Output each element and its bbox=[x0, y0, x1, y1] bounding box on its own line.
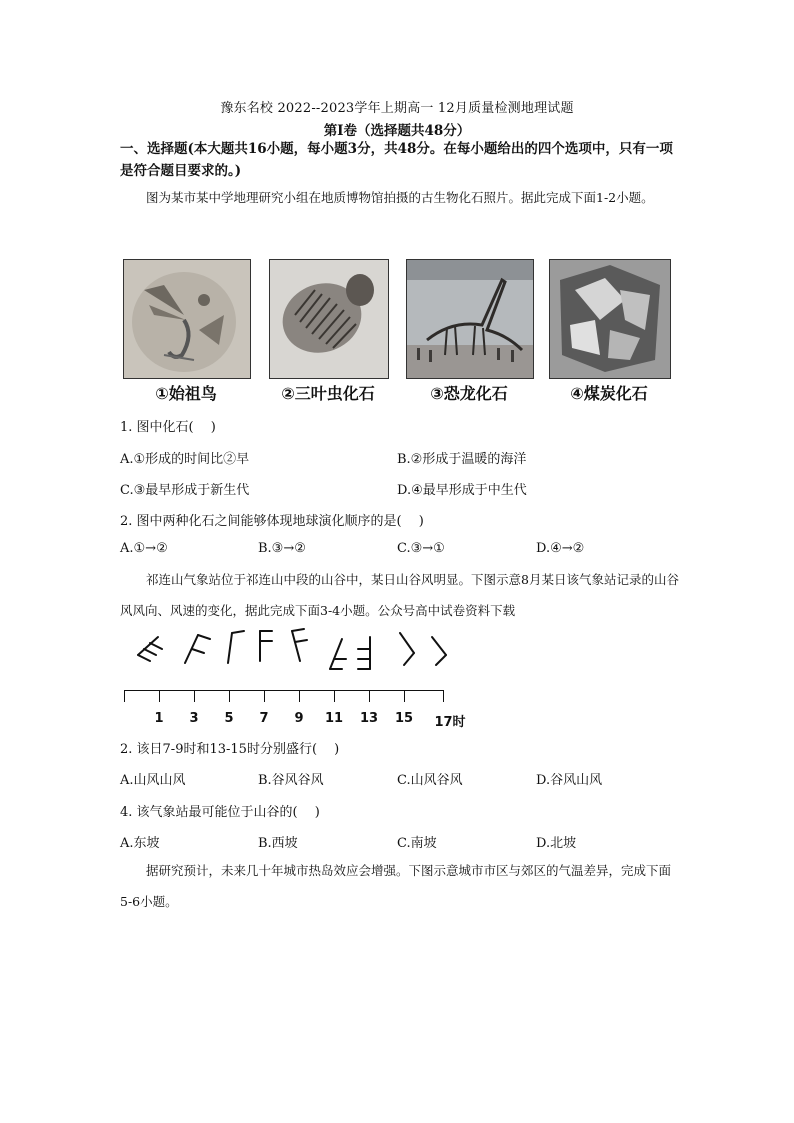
photo-caption-2: ②三叶虫化石 bbox=[281, 384, 375, 403]
intro-paragraph-1: 图为某市某中学地理研究小组在地质博物馆拍摄的古生物化石照片。据此完成下面1-2小题。 bbox=[146, 190, 654, 205]
wind-barb-1 bbox=[138, 637, 162, 661]
section-heading: 一、选择题(本大题共16小题，每小题3分，共48分。在每小题给出的四个选项中，只有一项是符合题目要求的。) bbox=[120, 141, 673, 179]
question-2-option-b[interactable]: B.③→② bbox=[258, 541, 306, 556]
axis-tick-label: 15 bbox=[394, 711, 414, 726]
archaeopteryx-photo bbox=[123, 259, 251, 379]
axis-tick-label: 9 bbox=[294, 711, 304, 726]
wind-barb-4 bbox=[260, 631, 272, 661]
axis-tick bbox=[299, 690, 300, 702]
time-axis bbox=[124, 690, 444, 691]
axis-tick bbox=[194, 690, 195, 702]
axis-tick bbox=[404, 690, 405, 702]
axis-tick bbox=[159, 690, 160, 702]
axis-tick-label: 11 bbox=[324, 711, 344, 726]
wind-barb-8 bbox=[400, 633, 414, 665]
coal-photo bbox=[549, 259, 671, 379]
axis-tick-label: 1 bbox=[154, 711, 164, 726]
question-3-option-c[interactable]: C.山风谷风 bbox=[397, 773, 463, 788]
photo-caption-3: ③恐龙化石 bbox=[430, 384, 508, 403]
dinosaur-photo bbox=[406, 259, 534, 379]
axis-tick-label: 5 bbox=[224, 711, 234, 726]
question-1-option-a[interactable]: A.①形成的时间比②早 bbox=[120, 452, 250, 467]
question-3-option-d[interactable]: D.谷风山风 bbox=[536, 773, 603, 788]
question-3-option-a[interactable]: A.山风山风 bbox=[120, 773, 186, 788]
exam-title: 豫东名校 2022--2023学年上期高一 12月质量检测地理试题 bbox=[220, 101, 574, 116]
question-2-option-d[interactable]: D.④→② bbox=[536, 541, 585, 556]
wind-barb-figure bbox=[120, 625, 460, 705]
intro-paragraph-3: 据研究预计，未来几十年城市热岛效应会增强。下图示意城市市区与郊区的气温差异，完成下面5-6小题。 bbox=[120, 863, 672, 909]
question-3-option-b[interactable]: B.谷风谷风 bbox=[258, 773, 324, 788]
axis-tick bbox=[124, 690, 125, 702]
wind-barb-5 bbox=[292, 629, 307, 661]
question-4-stem: 4. 该气象站最可能位于山谷的( ) bbox=[120, 805, 320, 820]
question-1-stem: 1. 图中化石( ) bbox=[120, 420, 216, 435]
question-2-option-c[interactable]: C.③→① bbox=[397, 541, 445, 556]
axis-tick-label: 7 bbox=[259, 711, 269, 726]
part-title: 第Ⅰ卷（选择题共48分） bbox=[323, 123, 471, 139]
wind-barb-2 bbox=[185, 635, 210, 663]
axis-tick-label: 17时 bbox=[434, 715, 466, 730]
question-2-stem: 2. 图中两种化石之间能够体现地球演化顺序的是( ) bbox=[120, 514, 424, 529]
axis-tick bbox=[334, 690, 335, 702]
axis-tick-label: 3 bbox=[189, 711, 199, 726]
question-1-option-d[interactable]: D.④最早形成于中生代 bbox=[397, 483, 527, 498]
question-2-option-a[interactable]: A.①→② bbox=[120, 541, 168, 556]
wind-barb-6 bbox=[330, 639, 346, 669]
axis-tick-label: 13 bbox=[359, 711, 379, 726]
trilobite-photo bbox=[269, 259, 389, 379]
axis-tick bbox=[369, 690, 370, 702]
axis-tick bbox=[229, 690, 230, 702]
question-4-option-d[interactable]: D.北坡 bbox=[536, 836, 577, 851]
intro-paragraph-2: 祁连山气象站位于祁连山中段的山谷中，某日山谷风明显。下图示意8月某日该气象站记录的山谷风风向、风速的变化，据此完成下面3-4小题。公众号高中试卷资料下载 bbox=[120, 572, 679, 618]
question-4-option-a[interactable]: A.东坡 bbox=[120, 836, 160, 851]
question-1-option-b[interactable]: B.②形成于温暖的海洋 bbox=[397, 452, 527, 467]
wind-barb-3 bbox=[228, 631, 244, 663]
question-4-option-c[interactable]: C.南坡 bbox=[397, 836, 437, 851]
question-1-option-c[interactable]: C.③最早形成于新生代 bbox=[120, 483, 250, 498]
wind-barb-9 bbox=[432, 637, 446, 665]
wind-barb-7 bbox=[358, 637, 370, 669]
question-3-stem: 2. 该日7-9时和13-15时分别盛行( ) bbox=[120, 742, 340, 757]
axis-tick bbox=[264, 690, 265, 702]
question-4-option-b[interactable]: B.西坡 bbox=[258, 836, 298, 851]
axis-tick bbox=[443, 690, 444, 702]
photo-caption-4: ④煤炭化石 bbox=[570, 384, 648, 403]
photo-caption-1: ①始祖鸟 bbox=[155, 384, 217, 403]
